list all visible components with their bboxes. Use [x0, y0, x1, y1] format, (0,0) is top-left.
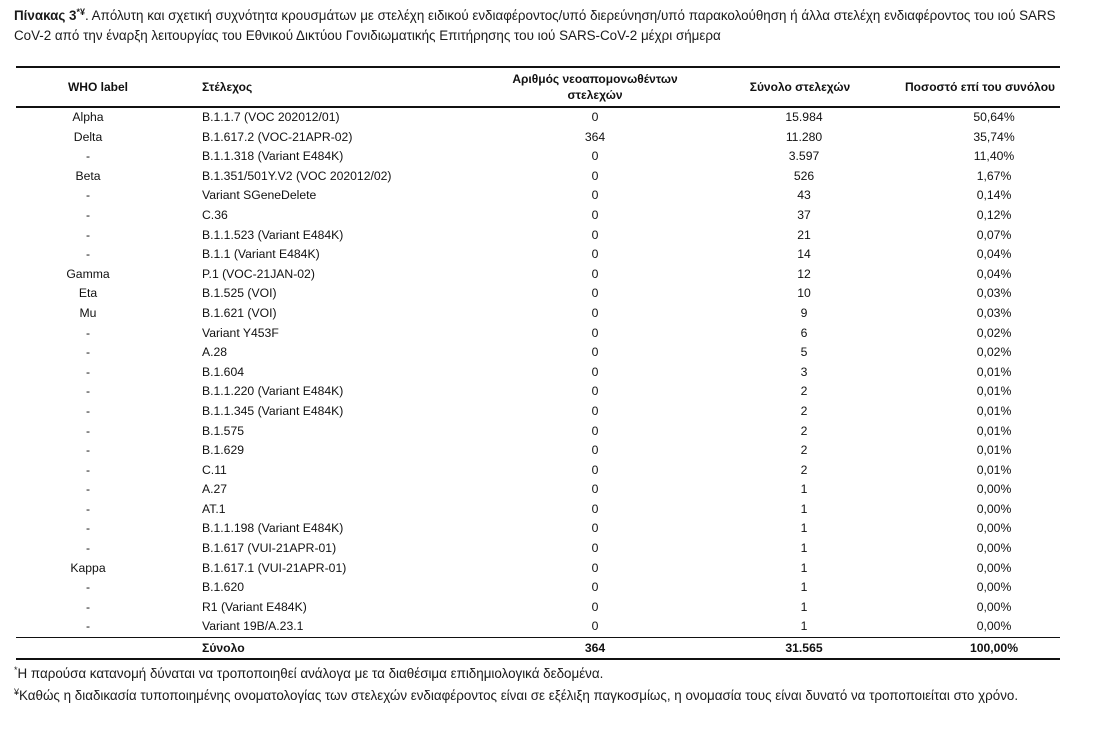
percentage-cell: 0,14% — [976, 188, 1012, 203]
new-isolates-cell: 0 — [591, 423, 599, 438]
strain-cell: B.1.621 (VOI) — [202, 305, 277, 320]
strain-cell: B.1.620 — [202, 580, 245, 595]
table-row — [16, 539, 1060, 559]
total-strains-cell: 43 — [797, 188, 811, 203]
new-isolates-cell: 0 — [591, 286, 599, 301]
new-isolates-cell: 0 — [591, 619, 599, 634]
percentage-cell: 0,12% — [976, 207, 1012, 222]
total-strains-cell: 1 — [800, 560, 808, 575]
total-strains-cell: 2 — [800, 443, 808, 458]
who-label-cell: Eta — [78, 286, 98, 301]
new-isolates-cell: 0 — [591, 345, 599, 360]
strain-cell: B.1.604 — [202, 364, 245, 379]
percentage-cell: 0,00% — [976, 560, 1012, 575]
new-isolates-cell: 0 — [591, 247, 599, 262]
header-row — [16, 67, 1060, 107]
percentage-cell: 1,67% — [976, 168, 1012, 183]
percentage-cell: 0,07% — [976, 227, 1012, 242]
who-label-cell: - — [85, 541, 91, 556]
total-strains-cell: 21 — [797, 227, 811, 242]
header-total-strains: Σύνολο στελεχών — [700, 67, 900, 107]
footnote-1 — [14, 660, 1086, 684]
total-row — [16, 638, 1060, 660]
who-label-cell: - — [85, 384, 91, 399]
percentage-cell: 0,01% — [976, 462, 1012, 477]
who-label-cell: - — [85, 345, 91, 360]
strain-cell: B.1.1.345 (Variant E484K) — [202, 403, 344, 418]
footnote-1-mark: * — [14, 665, 18, 675]
table-row — [16, 284, 1060, 304]
new-isolates-cell: 0 — [591, 599, 599, 614]
strain-cell: AT.1 — [202, 501, 226, 516]
footnote-2-text: Καθώς η διαδικασία τυποποιημένης ονοματολογίας των στελεχών ενδιαφέροντος είναι σε εξέλιξη παγκοσμίως, η ονομασία τους είναι δυνατό να τροποποιείται στο χρόνο. — [19, 688, 1019, 703]
total-strains-cell: 5 — [800, 345, 808, 360]
who-label-cell: - — [85, 188, 91, 203]
percentage-cell: 0,00% — [976, 599, 1012, 614]
new-isolates-cell: 0 — [591, 560, 599, 575]
strain-cell: C.36 — [202, 207, 228, 222]
table-row — [16, 186, 1060, 206]
new-isolates-cell: 0 — [591, 580, 599, 595]
who-label-cell: - — [85, 247, 91, 262]
strain-cell: B.1.1.318 (Variant E484K) — [202, 149, 344, 164]
percentage-cell: 0,03% — [976, 305, 1012, 320]
table-row — [16, 461, 1060, 481]
table-row — [16, 480, 1060, 500]
strain-cell: B.1.525 (VOI) — [202, 286, 277, 301]
total-strains-cell: 1 — [800, 619, 808, 634]
percentage-cell: 0,00% — [976, 501, 1012, 516]
header-who-label: WHO label — [16, 67, 180, 107]
strain-cell: B.1.617.1 (VUI-21APR-01) — [202, 560, 347, 575]
table-row — [16, 245, 1060, 265]
strain-cell: B.1.617 (VUI-21APR-01) — [202, 541, 337, 556]
footnote-2 — [14, 682, 1086, 706]
footnote-1-text: Η παρούσα κατανομή δύναται να τροποποιηθεί ανάλογα με τα διαθέσιμα επιδημιολογικά δεδομένα. — [17, 666, 604, 681]
table-row — [16, 265, 1060, 285]
strain-cell: Variant SGeneDelete — [202, 188, 317, 203]
who-label-cell: - — [85, 462, 91, 477]
table-row — [16, 382, 1060, 402]
header-percentage: Ποσοστό επί του συνόλου — [900, 67, 1060, 107]
who-label-cell: Mu — [79, 305, 97, 320]
who-label-cell: Delta — [73, 129, 103, 144]
total-strains-cell: 3.597 — [788, 149, 820, 164]
total-strains-cell: 14 — [797, 247, 811, 262]
strain-cell: C.11 — [202, 462, 227, 477]
strain-cell: B.1.1.198 (Variant E484K) — [202, 521, 344, 536]
caption-text: . Απόλυτη και σχετική συχνότητα κρουσμάτων με στελέχη ειδικού ενδιαφέροντος/υπό διερεύνηση/υπό παρακολούθηση ή άλλα στελέχη ενδιαφέροντος του ιού SARS CoV-2 από την έναρξη λειτουργίας του Εθνικού Δικτύου Γονιδιωματικής Επιτήρησης του ιού SARS-CoV-2 μέχρι σήμερα — [14, 8, 1056, 43]
header-strain: Στέλεχος — [180, 67, 490, 107]
who-label-cell: - — [85, 149, 91, 164]
total-strains-cell: 2 — [800, 403, 808, 418]
total-strains-cell: 2 — [800, 462, 808, 477]
strain-cell: B.1.1.523 (Variant E484K) — [202, 227, 344, 242]
who-label-cell: - — [85, 227, 91, 242]
total-strains-cell: 1 — [800, 541, 808, 556]
percentage-cell: 0,04% — [976, 247, 1012, 262]
strain-cell: P.1 (VOC-21JAN-02) — [202, 266, 315, 281]
total-label: Σύνολο — [180, 638, 490, 660]
percentage-cell: 0,00% — [976, 541, 1012, 556]
table-row — [16, 343, 1060, 363]
total-strains-cell: 1 — [800, 521, 808, 536]
new-isolates-cell: 0 — [591, 501, 599, 516]
total-strains-cell: 3 — [800, 364, 808, 379]
table-row — [16, 559, 1060, 579]
strain-cell: Variant 19B/A.23.1 — [202, 619, 304, 634]
percentage-cell: 11,40% — [973, 149, 1015, 164]
total-strains-cell: 6 — [800, 325, 808, 340]
table-row — [16, 519, 1060, 539]
table-row — [16, 128, 1060, 148]
table-caption — [14, 2, 1086, 46]
new-isolates-cell: 0 — [591, 364, 599, 379]
who-label-cell: - — [85, 599, 91, 614]
table-row — [16, 107, 1060, 128]
table-body — [16, 107, 1060, 638]
new-isolates-cell: 0 — [591, 207, 599, 222]
percentage-cell: 0,00% — [976, 482, 1012, 497]
strain-cell: B.1.351/501Y.V2 (VOC 202012/02) — [202, 168, 392, 183]
table-row — [16, 617, 1060, 637]
new-isolates-cell: 0 — [591, 227, 599, 242]
who-label-cell: - — [85, 521, 91, 536]
who-label-cell: - — [85, 325, 91, 340]
who-label-cell: - — [85, 403, 91, 418]
new-isolates-cell: 0 — [591, 443, 599, 458]
new-isolates-cell: 0 — [591, 384, 599, 399]
table-row — [16, 422, 1060, 442]
table-row — [16, 304, 1060, 324]
new-isolates-cell: 0 — [591, 266, 599, 281]
variants-table — [16, 66, 1060, 660]
table-row — [16, 363, 1060, 383]
total-strains-cell: 1 — [800, 501, 808, 516]
strain-cell: Variant Y453F — [202, 325, 279, 340]
percentage-cell: 0,01% — [976, 384, 1012, 399]
percentage-cell: 0,03% — [976, 286, 1012, 301]
table-footer — [16, 638, 1060, 660]
percentage-cell: 0,00% — [976, 521, 1012, 536]
who-label-cell: - — [85, 207, 91, 222]
total-strains-cell: 9 — [800, 305, 808, 320]
percentage-cell: 0,02% — [976, 325, 1012, 340]
percentage-cell: 50,64% — [973, 110, 1015, 124]
total-strains-cell: 526 — [793, 168, 815, 183]
percentage-cell: 0,01% — [976, 364, 1012, 379]
strain-cell: B.1.1 (Variant E484K) — [202, 247, 320, 262]
table-row — [16, 500, 1060, 520]
footnote-2-mark: ¥ — [14, 687, 20, 697]
percentage-cell: 0,00% — [976, 580, 1012, 595]
percentage-cell: 0,01% — [976, 403, 1012, 418]
who-label-cell: - — [85, 364, 91, 379]
table-row — [16, 598, 1060, 618]
who-label-cell: Kappa — [70, 560, 106, 575]
who-label-cell: Gamma — [66, 266, 110, 281]
total-strains-cell: 11.280 — [785, 129, 823, 144]
strain-cell: B.1.575 — [202, 423, 245, 438]
new-isolates-cell: 0 — [591, 521, 599, 536]
new-isolates-cell: 0 — [591, 541, 599, 556]
percentage-cell: 0,01% — [976, 423, 1012, 438]
new-isolates-cell: 0 — [591, 110, 599, 124]
table-row — [16, 226, 1060, 246]
percentage-cell: 0,01% — [976, 443, 1012, 458]
new-isolates-cell: 0 — [591, 168, 599, 183]
who-label-cell: - — [85, 443, 91, 458]
percentage-cell: 0,00% — [976, 619, 1012, 634]
total-strains-cell: 1 — [800, 580, 808, 595]
percentage-cell: 0,02% — [976, 345, 1012, 360]
table-header — [16, 67, 1060, 107]
table-row — [16, 147, 1060, 167]
total-strains-cell: 1 — [800, 599, 808, 614]
who-label-cell: Beta — [75, 168, 101, 183]
total-strains-cell: 37 — [797, 207, 811, 222]
percentage-cell: 35,74% — [973, 129, 1015, 144]
new-isolates-cell: 0 — [591, 188, 599, 203]
new-isolates-cell: 0 — [591, 462, 599, 477]
total-strains-cell: 12 — [797, 266, 811, 281]
table-row — [16, 441, 1060, 461]
strain-cell: B.1.617.2 (VOC-21APR-02) — [202, 129, 353, 144]
table-row — [16, 324, 1060, 344]
strain-cell: B.1.629 — [202, 443, 245, 458]
caption-marks: *¥ — [76, 7, 85, 17]
total-strains-cell: 15.984 — [785, 110, 823, 124]
strain-cell: R1 (Variant E484K) — [202, 599, 307, 614]
total-strains-cell: 1 — [800, 482, 808, 497]
table-row — [16, 402, 1060, 422]
new-isolates-cell: 0 — [591, 403, 599, 418]
who-label-cell: - — [85, 580, 91, 595]
new-isolates-cell: 0 — [591, 149, 599, 164]
table-row — [16, 167, 1060, 187]
new-isolates-cell: 0 — [591, 325, 599, 340]
total-strains-cell: 2 — [800, 384, 808, 399]
who-label-cell: - — [85, 482, 91, 497]
table-row — [16, 578, 1060, 598]
who-label-cell: - — [85, 619, 91, 634]
caption-label: Πίνακας 3 — [14, 8, 77, 23]
who-label-cell: Alpha — [72, 110, 104, 124]
new-isolates-cell: 364 — [584, 129, 606, 144]
total-new-isolates: 364 — [490, 638, 700, 660]
total-strains-cell: 2 — [800, 423, 808, 438]
who-label-cell: - — [85, 501, 91, 516]
who-label-cell: - — [85, 423, 91, 438]
strain-cell: B.1.1.7 (VOC 202012/01) — [202, 110, 340, 124]
table-row — [16, 206, 1060, 226]
total-who-cell — [16, 638, 180, 660]
total-strains-cell: 10 — [797, 286, 811, 301]
percentage-cell: 0,04% — [976, 266, 1012, 281]
new-isolates-cell: 0 — [591, 305, 599, 320]
new-isolates-cell: 0 — [591, 482, 599, 497]
strain-cell: B.1.1.220 (Variant E484K) — [202, 384, 344, 399]
total-percentage: 100,00% — [900, 638, 1060, 660]
strain-cell: A.27 — [202, 482, 228, 497]
total-strains: 31.565 — [700, 638, 900, 660]
strain-cell: A.28 — [202, 345, 228, 360]
header-new-isolates: Αριθμός νεοαπομονωθέντων στελεχών — [490, 67, 700, 107]
